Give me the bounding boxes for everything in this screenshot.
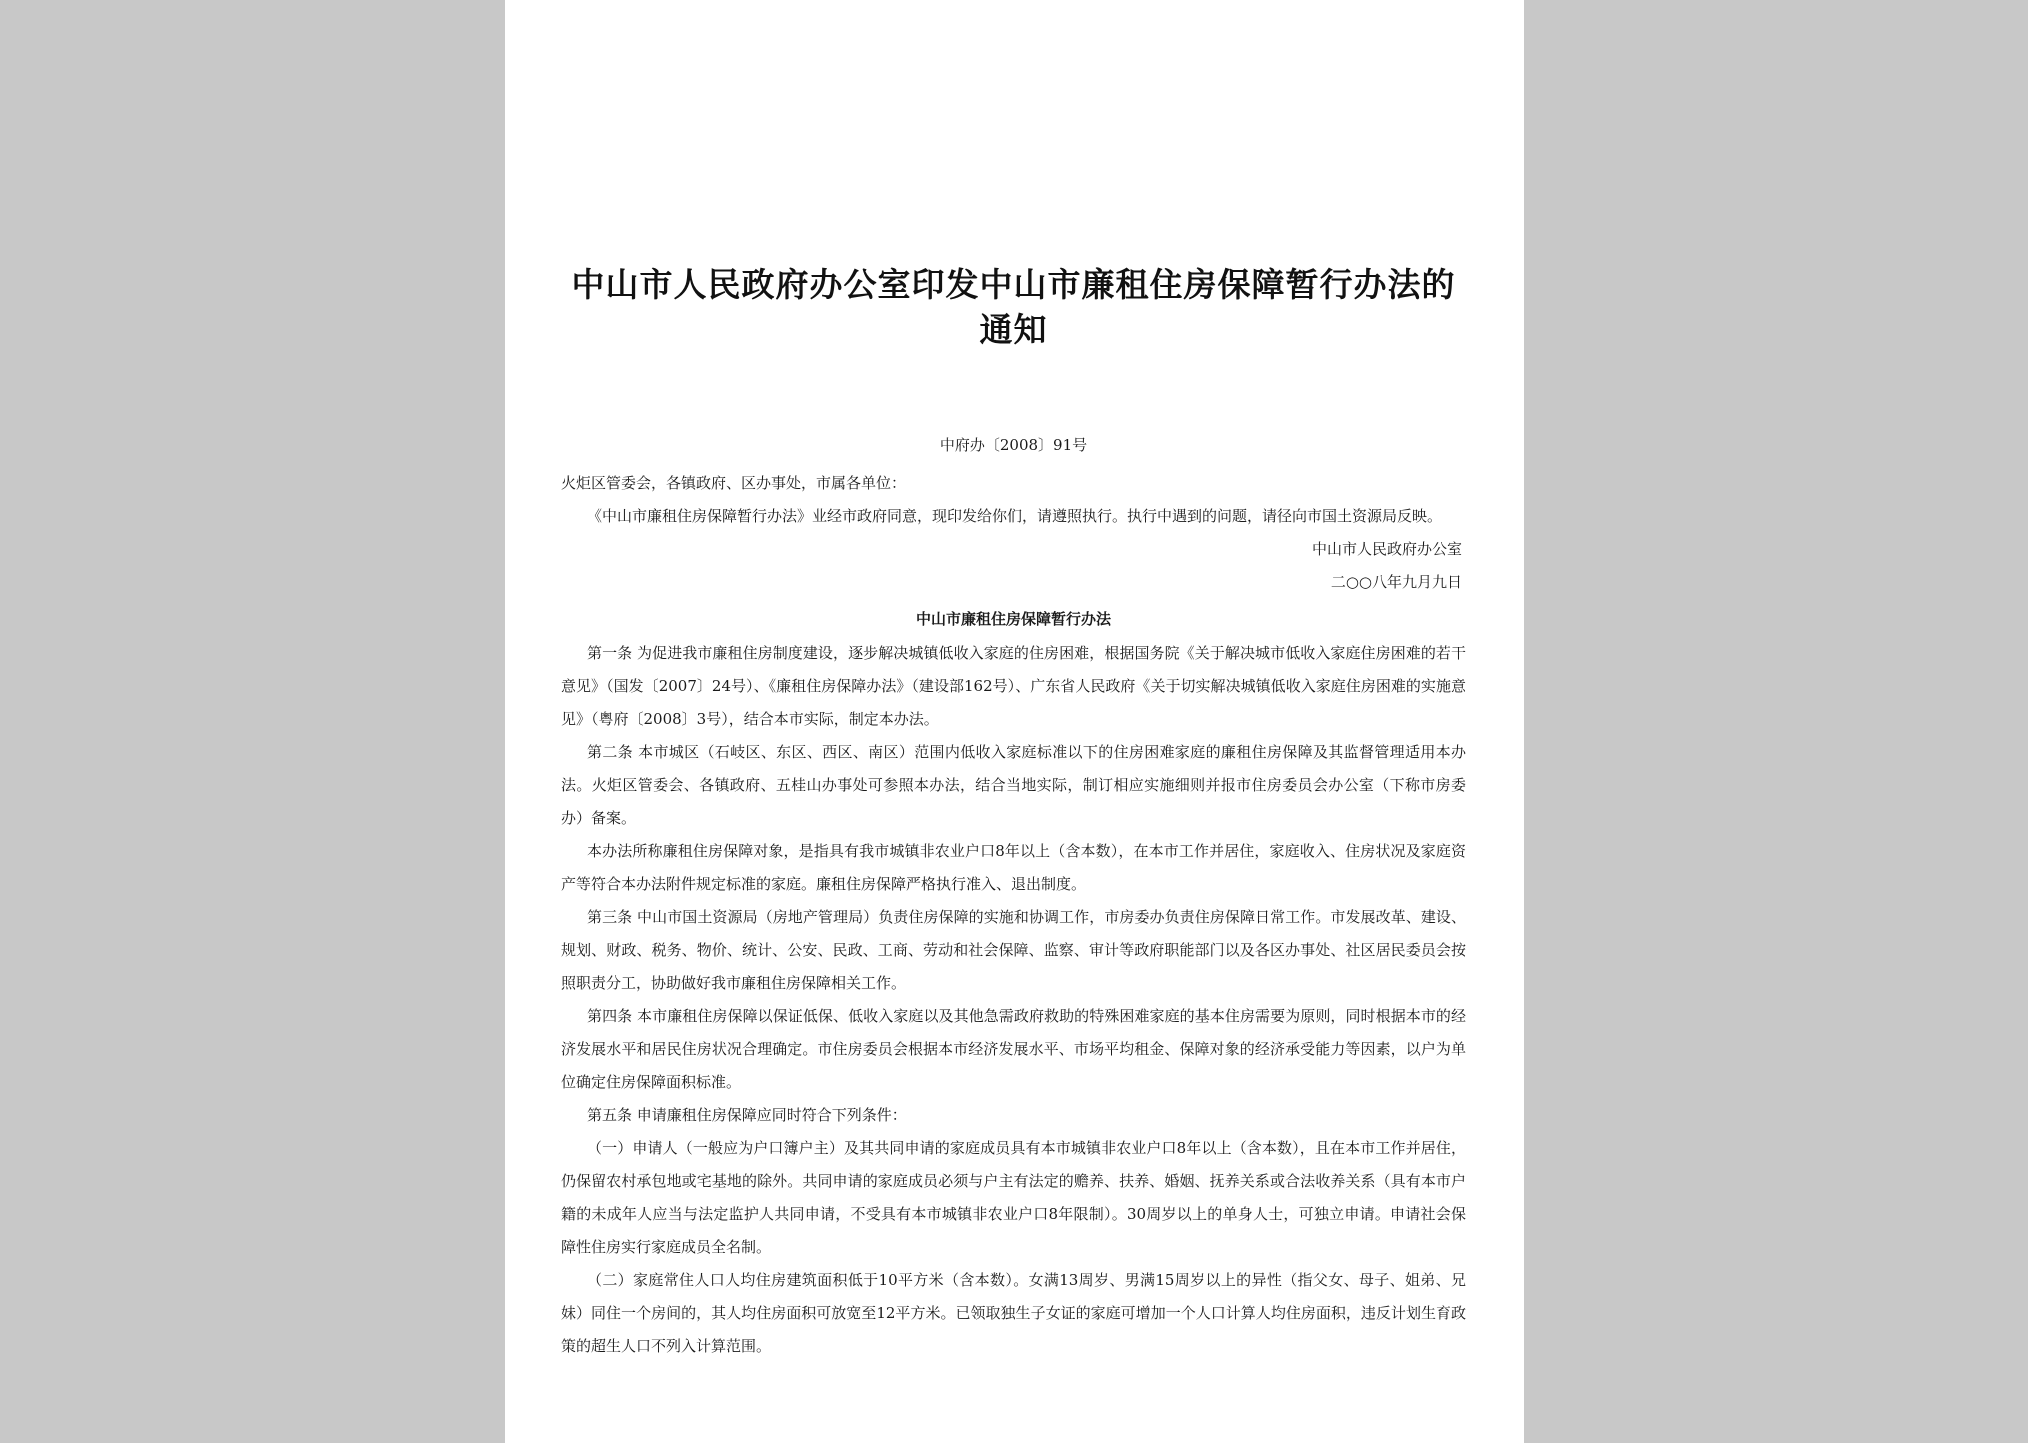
notice-body: 《中山市廉租住房保障暂行办法》业经市政府同意，现印发给你们，请遵照执行。执行中遇到的问题，请径向市国土资源局反映。 xyxy=(587,507,1443,525)
document-content xyxy=(561,262,1466,1363)
addressee-line: 火炬区管委会，各镇政府、区办事处，市属各单位： xyxy=(561,474,907,492)
article-5-condition-2: （二）家庭常住人口人均住房建筑面积低于10平方米（含本数）。女满13周岁、男满15周岁以上的异性（指父女、母子、姐弟、兄妹）同住一个房间的，其人均住房面积可放宽至12平方米。已领取独生子女证的家庭可增加一个人口计算人均住房面积，违反计划生育政策的超生人口不列入计算范围。 xyxy=(561,1271,1466,1355)
regulation-title: 中山市廉租住房保障暂行办法 xyxy=(915,610,1111,628)
issue-date: 二○○八年九月九日 xyxy=(1330,573,1462,591)
article-3: 第三条 中山市国土资源局（房地产管理局）负责住房保障的实施和协调工作，市房委办负责住房保障日常工作。市发展改革、建设、规划、财政、税务、物价、统计、公安、民政、工商、劳动和社会保障、监察、审计等政府职能部门以及各区办事处、社区居民委员会按照职责分工，协助做好我市廉租住房保障相关工作。 xyxy=(561,908,1466,992)
article-4: 第四条 本市廉租住房保障以保证低保、低收入家庭以及其他急需政府救助的特殊困难家庭的基本住房需要为原则，同时根据本市的经济发展水平和居民住房状况合理确定。市住房委员会根据本市经济发展水平、市场平均租金、保障对象的经济承受能力等因素，以户为单位确定住房保障面积标准。 xyxy=(561,1007,1466,1091)
article-5-condition-1: （一）申请人（一般应为户口簿户主）及其共同申请的家庭成员具有本市城镇非农业户口8年以上（含本数），且在本市工作并居住，仍保留农村承包地或宅基地的除外。共同申请的家庭成员必须与户主有法定的赡养、扶养、婚姻、抚养关系或合法收养关系（具有本市户籍的未成年人应当与法定监护人共同申请，不受具有本市城镇非农业户口8年限制）。30周岁以上的单身人士，可独立申请。申请社会保障性住房实行家庭成员全名制。 xyxy=(561,1139,1466,1256)
document-page xyxy=(505,0,1524,1443)
document-title: 中山市人民政府办公室印发中山市廉租住房保障暂行办法的通知 xyxy=(571,265,1456,349)
article-5: 第五条 申请廉租住房保障应同时符合下列条件： xyxy=(587,1106,907,1124)
document-number: 中府办〔2008〕91号 xyxy=(939,436,1088,454)
article-1: 第一条 为促进我市廉租住房制度建设，逐步解决城镇低收入家庭的住房困难，根据国务院《关于解决城市低收入家庭住房困难的若干意见》（国发〔2007〕24号）、《廉租住房保障办法》（建设部162号）、广东省人民政府《关于切实解决城镇低收入家庭住房困难的实施意见》（粤府〔2008〕3号），结合本市实际，制定本办法。 xyxy=(561,644,1466,728)
issuer-signature: 中山市人民政府办公室 xyxy=(1311,540,1462,558)
article-2-definition: 本办法所称廉租住房保障对象，是指具有我市城镇非农业户口8年以上（含本数），在本市工作并居住，家庭收入、住房状况及家庭资产等符合本办法附件规定标准的家庭。廉租住房保障严格执行准入、退出制度。 xyxy=(561,842,1466,893)
article-2: 第二条 本市城区（石岐区、东区、西区、南区）范围内低收入家庭标准以下的住房困难家庭的廉租住房保障及其监督管理适用本办法。火炬区管委会、各镇政府、五桂山办事处可参照本办法，结合当地实际，制订相应实施细则并报市住房委员会办公室（下称市房委办）备案。 xyxy=(561,743,1466,827)
